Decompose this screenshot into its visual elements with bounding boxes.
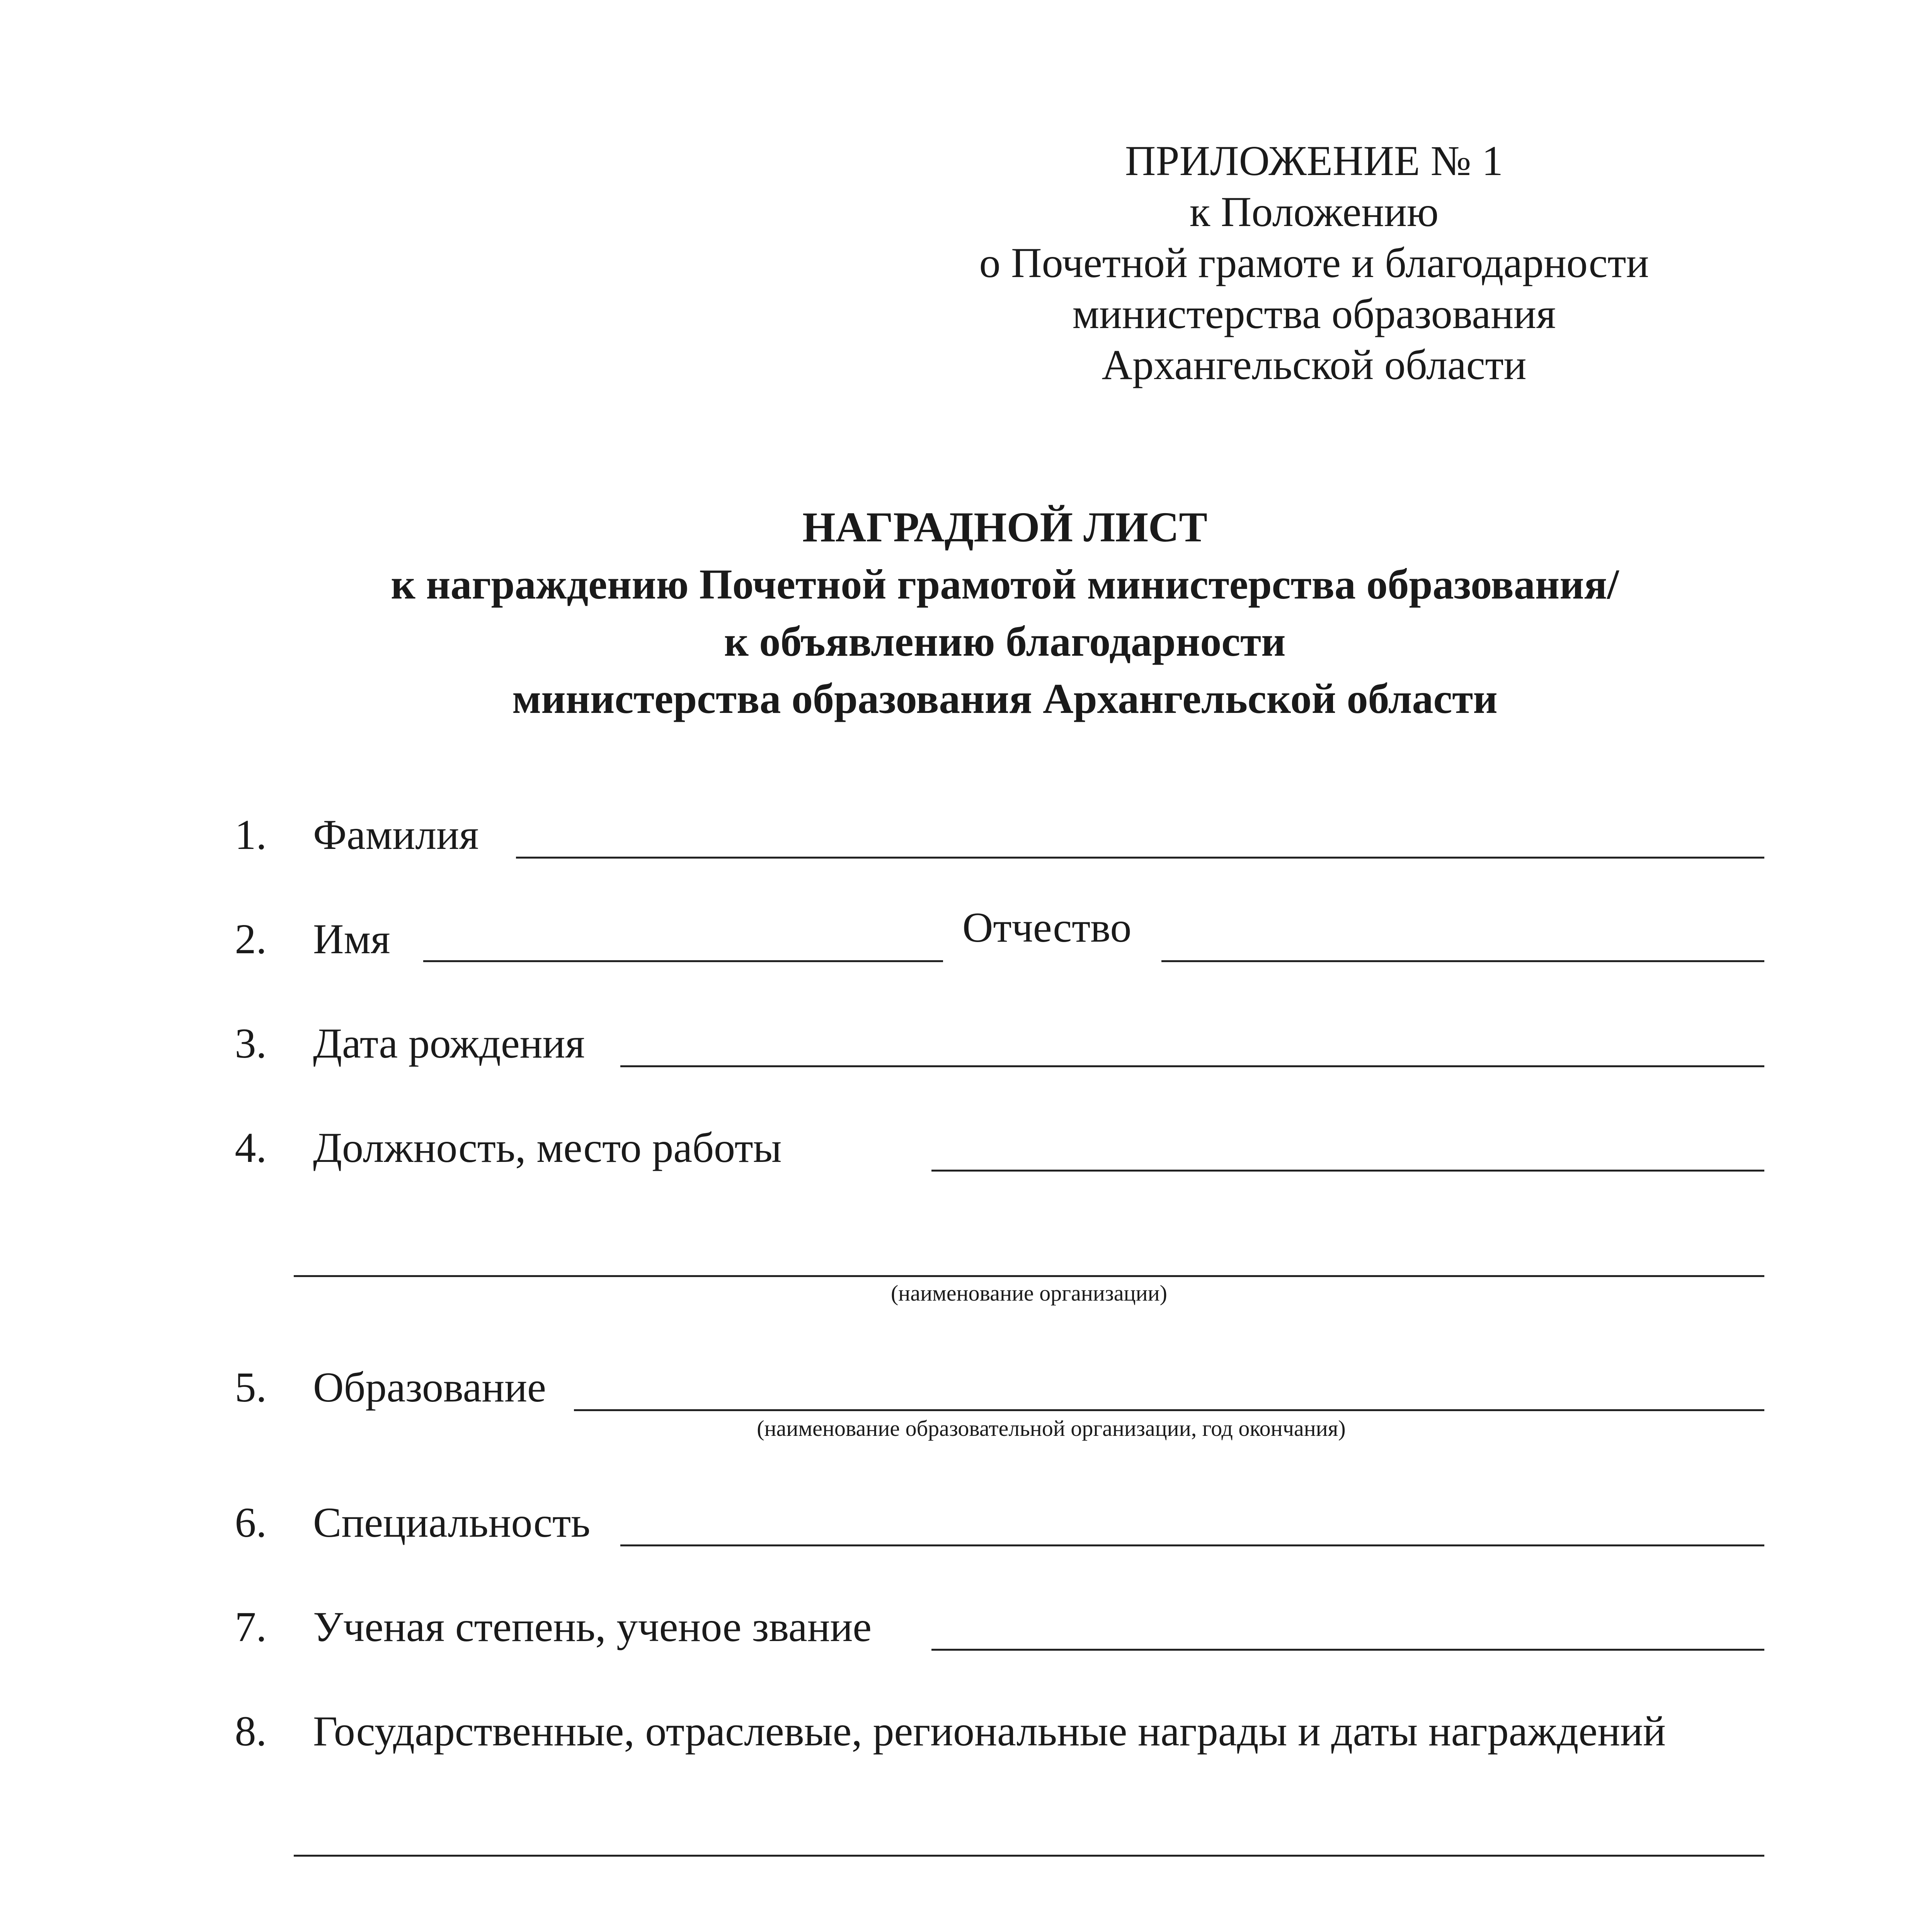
field-label-position: Должность, место работы bbox=[313, 1124, 782, 1171]
specialty-input-line[interactable] bbox=[620, 1544, 1764, 1546]
position-input-line[interactable] bbox=[931, 1170, 1764, 1172]
field-row-education bbox=[0, 1362, 1917, 1412]
field-number: 3. bbox=[235, 1020, 267, 1067]
field-number: 1. bbox=[235, 811, 267, 858]
appendix-line-3: о Почетной грамоте и благодарности bbox=[979, 239, 1649, 286]
field-row-birth-date bbox=[0, 1018, 1917, 1068]
field-number: 8. bbox=[235, 1708, 267, 1755]
field-row-position bbox=[0, 1122, 1917, 1173]
name-input-line[interactable] bbox=[423, 960, 943, 962]
field-number: 7. bbox=[235, 1603, 267, 1650]
heading-line-2: к награждению Почетной грамотой министерства образования/ bbox=[391, 561, 1619, 608]
field-row-surname bbox=[0, 810, 1917, 860]
field-number: 2. bbox=[235, 915, 267, 963]
education-input-line[interactable] bbox=[574, 1409, 1764, 1411]
appendix-block bbox=[966, 135, 1662, 390]
field-label-specialty: Специальность bbox=[313, 1499, 591, 1546]
heading-line-3: к объявлению благодарности bbox=[724, 618, 1286, 665]
field-label-name: Имя bbox=[313, 915, 390, 963]
appendix-line-2: к Положению bbox=[1189, 188, 1439, 235]
surname-input-line[interactable] bbox=[516, 857, 1764, 859]
birth-date-input-line[interactable] bbox=[620, 1065, 1764, 1067]
field-label-education: Образование bbox=[313, 1364, 546, 1411]
field-row-name bbox=[0, 904, 1917, 964]
appendix-line-4: министерства образования bbox=[1072, 290, 1556, 337]
document-title: НАГРАДНОЙ ЛИСТ bbox=[802, 503, 1207, 551]
field-row-degree bbox=[0, 1602, 1917, 1652]
field-label-surname: Фамилия bbox=[313, 811, 479, 858]
field-row-awards bbox=[0, 1706, 1917, 1756]
field-number: 4. bbox=[235, 1124, 267, 1171]
organization-hint: (наименование организации) bbox=[890, 1281, 1167, 1306]
field-label-birth-date: Дата рождения bbox=[313, 1020, 585, 1067]
field-number: 6. bbox=[235, 1499, 267, 1546]
document-heading bbox=[155, 498, 1855, 727]
degree-input-line[interactable] bbox=[931, 1649, 1764, 1651]
awards-input-line-1[interactable] bbox=[294, 1855, 1764, 1857]
field-label-awards: Государственные, отраслевые, региональные награды и даты награждений bbox=[313, 1708, 1666, 1755]
appendix-line-5: Архангельской области bbox=[1102, 341, 1527, 388]
field-number: 5. bbox=[235, 1364, 267, 1411]
heading-line-4: министерства образования Архангельской области bbox=[512, 675, 1498, 722]
field-row-specialty bbox=[0, 1497, 1917, 1548]
organization-input-line[interactable] bbox=[294, 1275, 1764, 1277]
patronymic-input-line[interactable] bbox=[1161, 960, 1764, 962]
field-label-patronymic: Отчество bbox=[962, 904, 1132, 951]
education-hint: (наименование образовательной организации, год окончания) bbox=[757, 1416, 1346, 1441]
field-label-degree: Ученая степень, ученое звание bbox=[313, 1603, 872, 1650]
appendix-number: ПРИЛОЖЕНИЕ № 1 bbox=[1125, 137, 1503, 184]
